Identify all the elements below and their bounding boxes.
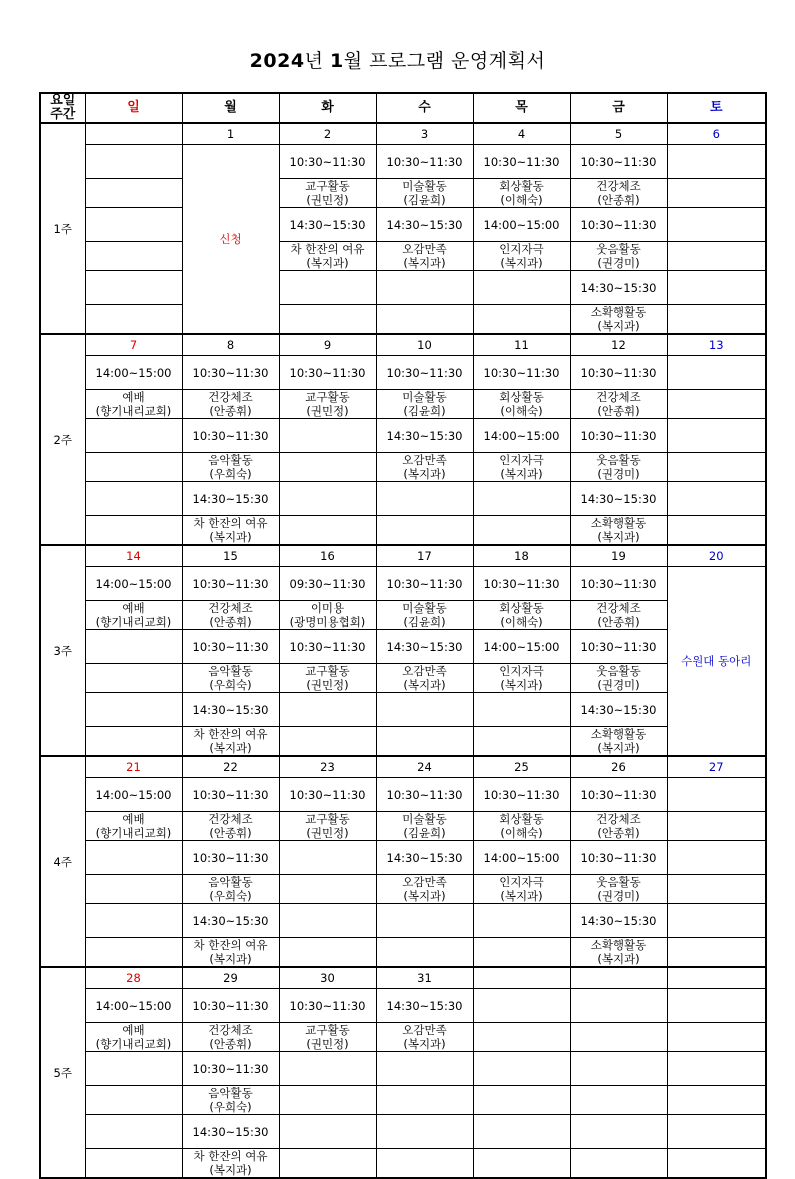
program-cell: 음악활동 (우희숙) [182,875,279,904]
time-cell: 10:30~11:30 [473,778,570,812]
program-cell [473,516,570,546]
schedule-row [40,208,766,242]
date-mon: 15 [182,545,279,567]
program-cell: 회상활동 (이해숙) [473,179,570,208]
time-cell [376,1115,473,1149]
program-cell: 오감만족 (복지과) [376,875,473,904]
day-header-sun: 일 [85,93,182,123]
program-cell: 음악활동 (우희숙) [182,453,279,482]
program-cell: 미술활동 (김윤희) [376,390,473,419]
date-fri: 5 [570,123,667,145]
time-cell: 10:30~11:30 [182,567,279,601]
time-cell [279,482,376,516]
time-cell [473,271,570,305]
time-cell: 14:30~15:30 [376,630,473,664]
header-row [40,93,766,123]
date-wed: 10 [376,334,473,356]
program-cell [473,1023,570,1052]
time-cell [85,630,182,664]
date-fri: 19 [570,545,667,567]
date-sun: 28 [85,967,182,989]
time-cell: 10:30~11:30 [570,419,667,453]
date-tue: 23 [279,756,376,778]
program-cell [376,1086,473,1115]
schedule-row [40,601,766,630]
program-cell [667,1086,766,1115]
schedule-row [40,1023,766,1052]
schedule-row [40,1052,766,1086]
date-wed: 17 [376,545,473,567]
date-wed: 24 [376,756,473,778]
time-cell [667,841,766,875]
time-cell [667,989,766,1023]
program-cell [473,1149,570,1179]
program-cell: 차 한잔의 여유 (복지과) [279,242,376,271]
schedule-row [40,419,766,453]
schedule-row [40,453,766,482]
time-cell: 10:30~11:30 [279,989,376,1023]
program-cell [667,875,766,904]
date-fri [570,967,667,989]
time-cell [85,208,182,242]
time-cell [85,841,182,875]
date-thu: 25 [473,756,570,778]
time-cell: 10:30~11:30 [279,145,376,179]
program-cell [279,516,376,546]
program-cell: 소확행활동 (복지과) [570,516,667,546]
time-cell [570,1052,667,1086]
program-cell: 차 한잔의 여유 (복지과) [182,727,279,757]
schedule-row [40,664,766,693]
time-cell: 14:30~15:30 [279,208,376,242]
time-cell [376,1052,473,1086]
date-thu: 4 [473,123,570,145]
time-cell: 14:30~15:30 [570,693,667,727]
program-cell [279,727,376,757]
program-cell [279,453,376,482]
date-thu [473,967,570,989]
date-thu: 11 [473,334,570,356]
day-header-wed: 수 [376,93,473,123]
program-cell [667,305,766,335]
date-mon: 22 [182,756,279,778]
time-cell: 10:30~11:30 [570,841,667,875]
signup-cell: 신청 [182,145,279,335]
time-cell: 14:00~15:00 [85,356,182,390]
time-cell: 10:30~11:30 [279,356,376,390]
time-cell: 10:30~11:30 [376,778,473,812]
program-cell [279,938,376,968]
schedule-row [40,727,766,757]
program-cell [667,516,766,546]
program-cell: 오감만족 (복지과) [376,1023,473,1052]
schedule-table [39,92,767,1179]
time-cell [279,841,376,875]
time-cell [279,419,376,453]
program-cell: 교구활동 (권민정) [279,390,376,419]
time-cell: 14:30~15:30 [182,693,279,727]
time-cell [667,904,766,938]
time-cell: 14:30~15:30 [570,482,667,516]
schedule-row [40,305,766,335]
program-cell: 건강체조 (안종휘) [182,601,279,630]
time-cell: 14:30~15:30 [376,989,473,1023]
program-cell: 교구활동 (권민정) [279,1023,376,1052]
program-cell [85,1149,182,1179]
time-cell: 10:30~11:30 [570,356,667,390]
time-cell: 14:00~15:00 [473,419,570,453]
program-cell [85,1086,182,1115]
time-cell [667,145,766,179]
time-cell [667,1052,766,1086]
program-cell [85,179,182,208]
date-mon: 29 [182,967,279,989]
program-cell [279,875,376,904]
time-cell [85,145,182,179]
program-cell: 인지자극 (복지과) [473,664,570,693]
time-cell [376,482,473,516]
date-sun: 21 [85,756,182,778]
time-cell: 10:30~11:30 [376,567,473,601]
time-cell: 10:30~11:30 [570,778,667,812]
program-cell: 음악활동 (우희숙) [182,1086,279,1115]
program-cell [667,1149,766,1179]
program-cell: 건강체조 (안종휘) [182,390,279,419]
schedule-row [40,1086,766,1115]
program-cell: 회상활동 (이해숙) [473,390,570,419]
schedule-row [40,567,766,601]
date-thu: 18 [473,545,570,567]
program-cell: 미술활동 (김윤희) [376,601,473,630]
schedule-row [40,390,766,419]
program-cell [667,390,766,419]
program-cell [279,305,376,335]
time-cell [570,989,667,1023]
program-cell: 건강체조 (안종휘) [570,601,667,630]
time-cell: 14:00~15:00 [85,989,182,1023]
program-cell: 소확행활동 (복지과) [570,727,667,757]
time-cell [473,693,570,727]
program-cell [473,727,570,757]
time-cell: 10:30~11:30 [473,567,570,601]
week-label: 1주 [40,123,85,334]
time-cell: 10:30~11:30 [182,841,279,875]
day-header-fri: 금 [570,93,667,123]
schedule-row [40,630,766,664]
time-cell: 14:00~15:00 [473,630,570,664]
time-cell: 10:30~11:30 [570,567,667,601]
program-cell [667,1023,766,1052]
time-cell: 10:30~11:30 [182,989,279,1023]
day-header-thu: 목 [473,93,570,123]
date-sat: 20 [667,545,766,567]
program-cell: 음악활동 (우희숙) [182,664,279,693]
schedule-row [40,904,766,938]
time-cell: 10:30~11:30 [182,1052,279,1086]
time-cell [376,904,473,938]
program-cell: 건강체조 (안종휘) [570,390,667,419]
program-cell [570,1023,667,1052]
program-cell [376,1149,473,1179]
time-cell: 10:30~11:30 [182,778,279,812]
date-fri: 26 [570,756,667,778]
program-cell: 웃음활동 (권경미) [570,453,667,482]
program-cell: 미술활동 (김윤희) [376,812,473,841]
time-cell [667,778,766,812]
program-cell [85,664,182,693]
program-cell: 건강체조 (안종휘) [570,179,667,208]
program-cell [376,305,473,335]
day-header-sat: 토 [667,93,766,123]
program-cell: 차 한잔의 여유 (복지과) [182,938,279,968]
time-cell [85,1052,182,1086]
schedule-row [40,145,766,179]
date-wed: 3 [376,123,473,145]
program-cell: 예배 (향기내리교회) [85,1023,182,1052]
date-sat: 6 [667,123,766,145]
time-cell [473,482,570,516]
time-cell: 10:30~11:30 [570,145,667,179]
program-cell [473,1086,570,1115]
date-tue: 2 [279,123,376,145]
date-row [40,756,766,778]
date-fri: 12 [570,334,667,356]
time-cell [376,271,473,305]
program-cell [85,938,182,968]
program-cell: 교구활동 (권민정) [279,812,376,841]
schedule-row [40,482,766,516]
program-cell: 회상활동 (이해숙) [473,812,570,841]
time-cell: 10:30~11:30 [473,145,570,179]
time-cell: 14:00~15:00 [473,841,570,875]
time-cell: 14:00~15:00 [85,567,182,601]
time-cell: 14:30~15:30 [570,904,667,938]
time-cell: 14:30~15:30 [376,208,473,242]
date-sun: 7 [85,334,182,356]
week-label: 2주 [40,334,85,545]
time-cell: 10:30~11:30 [570,630,667,664]
program-cell: 인지자극 (복지과) [473,242,570,271]
program-cell [279,1086,376,1115]
date-row [40,545,766,567]
time-cell [85,419,182,453]
club-cell: 수원대 동아리 [667,567,766,757]
time-cell: 09:30~11:30 [279,567,376,601]
time-cell [279,904,376,938]
date-row [40,334,766,356]
date-row [40,123,766,145]
program-cell: 소확행활동 (복지과) [570,938,667,968]
program-cell: 예배 (향기내리교회) [85,601,182,630]
time-cell: 14:00~15:00 [473,208,570,242]
program-cell [570,1149,667,1179]
schedule-row [40,841,766,875]
date-sat: 13 [667,334,766,356]
date-sun [85,123,182,145]
time-cell [473,904,570,938]
program-cell [85,453,182,482]
time-cell: 14:30~15:30 [376,419,473,453]
program-cell: 소확행활동 (복지과) [570,305,667,335]
schedule-row [40,242,766,271]
time-cell [279,693,376,727]
time-cell: 14:30~15:30 [570,271,667,305]
time-cell [376,693,473,727]
time-cell [85,1115,182,1149]
date-tue: 16 [279,545,376,567]
schedule-row [40,1149,766,1179]
time-cell [279,1052,376,1086]
time-cell: 14:30~15:30 [182,904,279,938]
program-cell [667,242,766,271]
week-label: 5주 [40,967,85,1178]
program-cell: 차 한잔의 여유 (복지과) [182,1149,279,1179]
date-wed: 31 [376,967,473,989]
time-cell: 14:30~15:30 [182,482,279,516]
program-cell [85,727,182,757]
program-cell: 인지자극 (복지과) [473,453,570,482]
date-row [40,967,766,989]
schedule-row [40,179,766,208]
program-cell: 인지자극 (복지과) [473,875,570,904]
day-header-mon: 월 [182,93,279,123]
program-cell: 미술활동 (김윤희) [376,179,473,208]
program-cell [376,516,473,546]
date-sat [667,967,766,989]
program-cell [667,938,766,968]
program-cell: 건강체조 (안종휘) [570,812,667,841]
program-cell: 오감만족 (복지과) [376,664,473,693]
time-cell: 10:30~11:30 [182,419,279,453]
schedule-row [40,778,766,812]
time-cell [667,271,766,305]
time-cell: 10:30~11:30 [279,778,376,812]
time-cell [473,1115,570,1149]
week-label: 4주 [40,756,85,967]
time-cell [667,1115,766,1149]
date-tue: 9 [279,334,376,356]
program-cell: 웃음활동 (권경미) [570,664,667,693]
time-cell [85,693,182,727]
program-cell: 건강체조 (안종휘) [182,1023,279,1052]
program-cell: 예배 (향기내리교회) [85,390,182,419]
schedule-row [40,516,766,546]
schedule-row [40,356,766,390]
time-cell: 10:30~11:30 [376,356,473,390]
corner-header: 요일 주간 [40,93,85,123]
time-cell: 10:30~11:30 [279,630,376,664]
time-cell: 10:30~11:30 [570,208,667,242]
program-cell: 교구활동 (권민정) [279,664,376,693]
time-cell [473,989,570,1023]
schedule-row [40,693,766,727]
schedule-row [40,875,766,904]
program-cell: 차 한잔의 여유 (복지과) [182,516,279,546]
time-cell [667,208,766,242]
time-cell [279,271,376,305]
time-cell [279,1115,376,1149]
time-cell: 10:30~11:30 [376,145,473,179]
time-cell: 14:30~15:30 [182,1115,279,1149]
program-cell [473,938,570,968]
schedule-row [40,812,766,841]
date-mon: 1 [182,123,279,145]
program-cell [85,516,182,546]
date-sat: 27 [667,756,766,778]
program-cell: 이미용 (광명미용협회) [279,601,376,630]
program-cell: 오감만족 (복지과) [376,453,473,482]
time-cell [85,482,182,516]
program-cell [279,1149,376,1179]
program-cell [85,875,182,904]
program-cell: 건강체조 (안종휘) [182,812,279,841]
time-cell [667,419,766,453]
program-cell: 웃음활동 (권경미) [570,242,667,271]
program-cell: 예배 (향기내리교회) [85,812,182,841]
program-cell [667,179,766,208]
program-cell [473,305,570,335]
time-cell: 10:30~11:30 [473,356,570,390]
program-cell: 교구활동 (권민정) [279,179,376,208]
time-cell [85,904,182,938]
schedule-row [40,989,766,1023]
page-title: 2024년 1월 프로그램 운영계획서 [249,50,546,72]
program-cell: 오감만족 (복지과) [376,242,473,271]
time-cell [85,271,182,305]
program-cell: 웃음활동 (권경미) [570,875,667,904]
schedule-row [40,1115,766,1149]
program-cell [667,812,766,841]
time-cell: 10:30~11:30 [182,630,279,664]
program-cell: 회상활동 (이해숙) [473,601,570,630]
program-cell [376,727,473,757]
time-cell [473,1052,570,1086]
program-cell [667,453,766,482]
program-cell [570,1086,667,1115]
time-cell [667,356,766,390]
date-sun: 14 [85,545,182,567]
program-cell [85,242,182,271]
week-label: 3주 [40,545,85,756]
program-cell [85,305,182,335]
time-cell: 14:00~15:00 [85,778,182,812]
date-tue: 30 [279,967,376,989]
program-cell [376,938,473,968]
day-header-tue: 화 [279,93,376,123]
time-cell: 10:30~11:30 [182,356,279,390]
date-mon: 8 [182,334,279,356]
schedule-row [40,271,766,305]
time-cell: 14:30~15:30 [376,841,473,875]
time-cell [667,482,766,516]
time-cell [570,1115,667,1149]
schedule-row [40,938,766,968]
